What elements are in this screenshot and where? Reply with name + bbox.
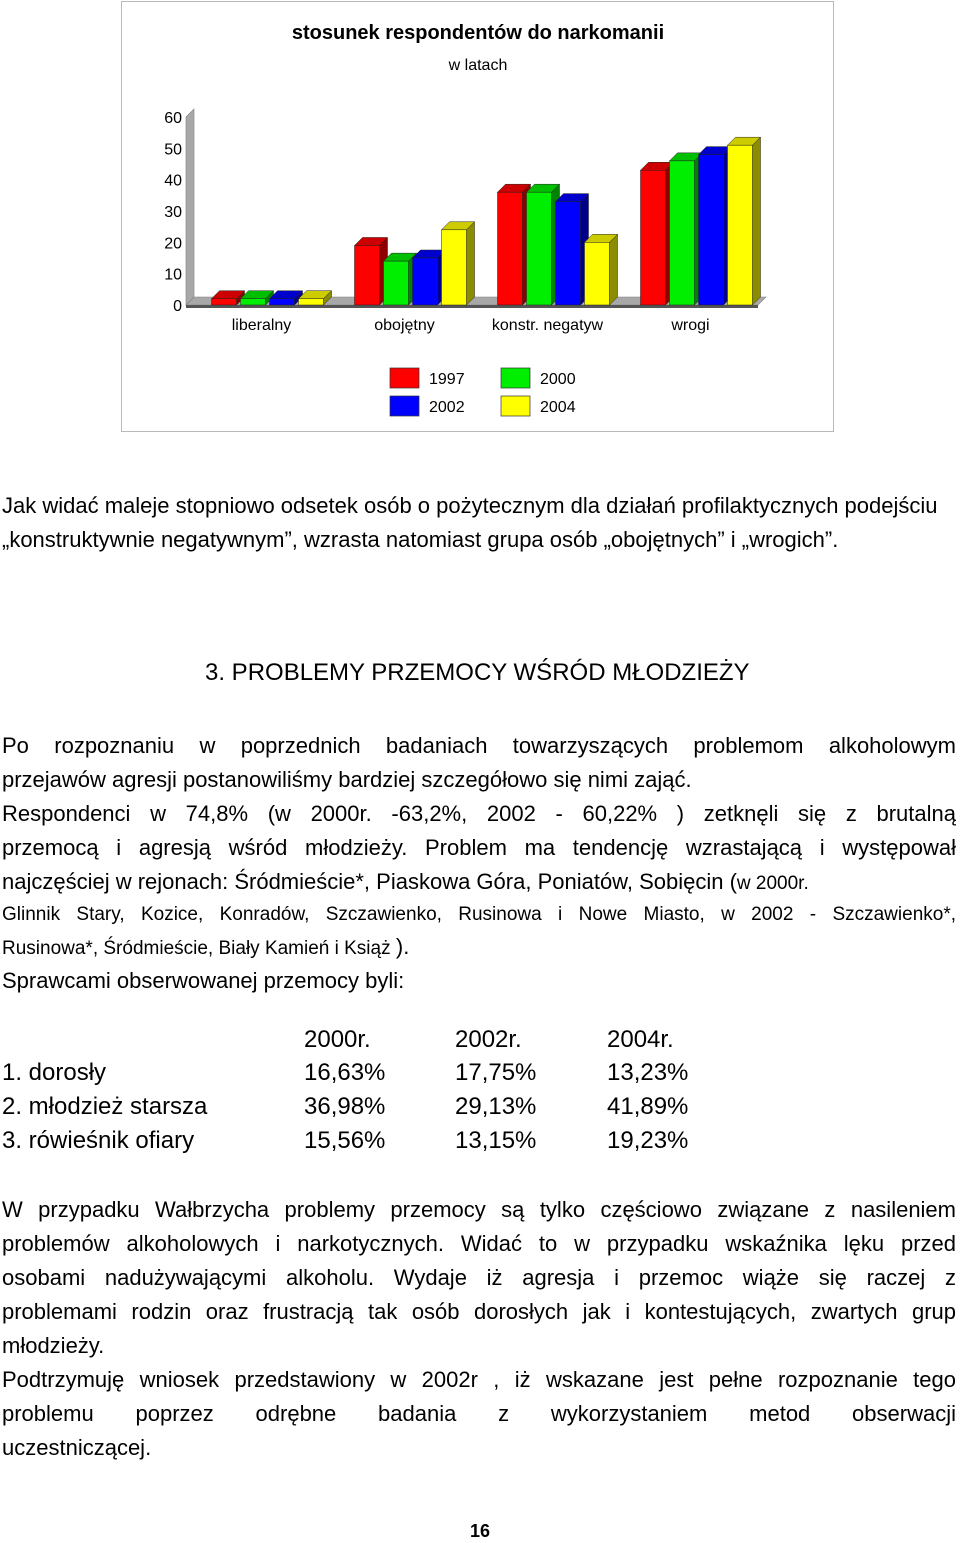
y-tick-label: 0 [173, 298, 182, 315]
legend-label: 2000 [540, 371, 576, 388]
bar-side [610, 234, 618, 305]
chart-floor-front [186, 305, 758, 308]
paragraph-line: problemami rodzin oraz frustracją tak osób dorosłych jak i kontestujących, zwartych grup [2, 1299, 956, 1324]
paragraph-line: Podtrzymuję wniosek przedstawiony w 2002r , iż wskazane jest pełne rozpoznanie tego [2, 1367, 956, 1392]
table-cell: 13,23% [607, 1059, 689, 1086]
bar [299, 299, 324, 305]
table-cell: 29,13% [455, 1093, 537, 1120]
bar [728, 145, 753, 305]
bar [384, 261, 409, 305]
table-cell: 36,98% [304, 1093, 386, 1120]
paragraph-line: osobami nadużywającymi alkoholu. Wydaje iż agresja i przemoc wiąże się raczej z [2, 1265, 956, 1290]
page-number: 16 [469, 1521, 491, 1541]
paragraph-text-small: Rusinowa*, Śródmieście, Biały Kamień i Książ [2, 938, 396, 959]
table-cell: 1. dorosły [2, 1059, 107, 1086]
bar [212, 299, 237, 305]
bar-side [467, 222, 475, 305]
chart [121, 1, 834, 432]
paragraph-line: uczestniczącej. [2, 1435, 152, 1460]
table-cell: 19,23% [607, 1127, 689, 1154]
table-cell: 15,56% [304, 1127, 386, 1154]
bar [498, 192, 523, 305]
bar [270, 299, 295, 305]
legend-swatch [390, 368, 419, 388]
paragraph-line [2, 930, 956, 964]
y-tick-label: 60 [164, 110, 182, 127]
bar [413, 258, 438, 305]
y-tick-label: 20 [164, 235, 182, 253]
bar-chart-3d [122, 2, 835, 433]
final-paragraph [2, 1193, 956, 1465]
paragraph-text-small: w 2000r. [736, 873, 809, 894]
violence-paragraph [2, 729, 956, 998]
legend-swatch [501, 368, 530, 388]
table-header-cell: 2004r. [607, 1026, 674, 1053]
paragraph-line: problemu poprzez odrębne badania z wykorzystaniem metod obserwacji [2, 1401, 956, 1426]
legend-label: 2004 [540, 399, 576, 416]
table-header-cell: 2002r. [455, 1026, 522, 1053]
paragraph-text: najczęściej w rejonach: Śródmieście*, Piaskowa Góra, Poniatów, Sobięcin ( [2, 869, 737, 894]
bar [641, 170, 666, 305]
bar [442, 230, 467, 305]
table-cell: 2. młodzież starsza [2, 1093, 208, 1120]
chart-subtitle: w latach [448, 57, 508, 74]
bar [556, 202, 581, 305]
bar [241, 299, 266, 305]
intro-paragraph: Jak widać maleje stopniowo odsetek osób o pożytecznym dla działań profilaktycznych podejściu „konstruktywnie negatywnym”, wzrasta natomiast grupa osób „obojętnych” i „wrogich”. [2, 493, 938, 552]
paragraph-line: Respondenci w 74,8% (w 2000r. -63,2%, 2002 - 60,22% ) zetknęli się z brutalną [2, 801, 956, 826]
chart-side-wall [186, 109, 194, 305]
paragraph-line: problemów alkoholowych i narkotycznych. Widać to w przypadku wskaźnika lęku przed [2, 1231, 956, 1256]
paragraph-line: przejawów agresji postanowiliśmy bardziej szczegółowo się nimi zająć. [2, 767, 692, 792]
legend-swatch [501, 396, 530, 416]
y-tick-label: 10 [164, 266, 182, 284]
bar [527, 192, 552, 305]
paragraph-line: przemocą i agresją wśród młodzieży. Problem ma tendencję wzrastającą i występował [2, 835, 956, 860]
paragraph-line: Sprawcami obserwowanej przemocy byli: [2, 968, 405, 993]
x-tick-label: wrogi [671, 317, 710, 334]
legend-swatch [390, 396, 419, 416]
table-cell: 17,75% [455, 1059, 537, 1086]
bar [585, 242, 610, 305]
chart-title: stosunek respondentów do narkomanii [291, 22, 665, 44]
bar [699, 155, 724, 305]
legend-label: 2002 [429, 399, 465, 416]
y-tick-label: 30 [164, 204, 182, 221]
paragraph-line: młodzieży. [2, 1333, 105, 1358]
bar [670, 161, 695, 305]
paragraph-line: Po rozpoznaniu w poprzednich badaniach towarzyszących problemom alkoholowym [2, 733, 956, 758]
x-tick-label: obojętny [374, 317, 435, 334]
paragraph-text: ). [395, 934, 410, 959]
x-tick-label: liberalny [231, 317, 292, 334]
bar-side [753, 137, 761, 305]
bar [355, 245, 380, 305]
x-tick-label: konstr. negatyw [491, 317, 604, 334]
paragraph-line [2, 865, 956, 899]
table-cell: 41,89% [607, 1093, 689, 1120]
table-header-cell: 2000r. [304, 1026, 371, 1053]
table-cell: 13,15% [455, 1127, 537, 1154]
legend-label: 1997 [429, 371, 465, 388]
table-cell: 16,63% [304, 1059, 386, 1086]
section-heading: 3. PROBLEMY PRZEMOCY WŚRÓD MŁODZIEŻY [205, 659, 750, 686]
paragraph-line: Glinnik Stary, Kozice, Konradów, Szczawienko, Rusinowa i Nowe Miasto, w 2002 - Szczawienko*, [2, 904, 956, 925]
paragraph-line: W przypadku Wałbrzycha problemy przemocy są tylko częściowo związane z nasileniem [2, 1197, 956, 1222]
y-tick-label: 40 [164, 172, 182, 190]
table-cell: 3. rówieśnik ofiary [2, 1127, 195, 1154]
y-tick-label: 50 [164, 141, 182, 159]
